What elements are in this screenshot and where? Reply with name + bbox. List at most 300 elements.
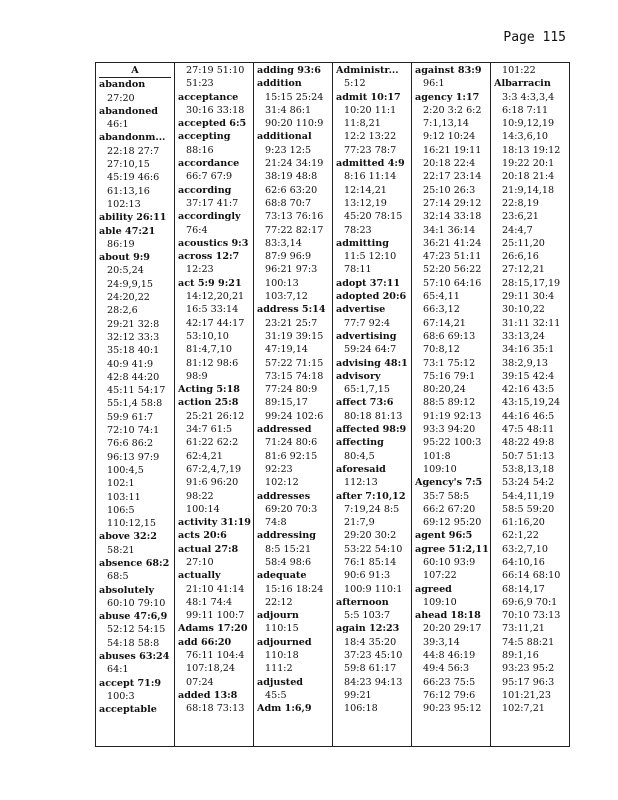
index-reference: 110:18 (265, 650, 299, 662)
index-headword: admitted 4:9 (336, 158, 405, 170)
index-reference: 106:18 (344, 703, 378, 715)
index-headword: advertising (336, 330, 397, 342)
index-reference: 80:18 81:13 (344, 410, 403, 422)
index-reference: 5:12 (344, 78, 366, 90)
index-reference: 7:1,13,14 (423, 118, 469, 130)
index-reference: 07:24 (186, 676, 214, 688)
index-reference: 38:2,9,13 (502, 357, 548, 369)
index-reference: 68:14,17 (502, 583, 545, 595)
index-reference: 13:12,19 (344, 197, 387, 209)
index-column (332, 63, 411, 746)
index-reference: 95:22 100:3 (423, 437, 482, 449)
index-reference: 93:3 94:20 (423, 424, 476, 436)
index-reference: 99:11 100:7 (186, 610, 245, 622)
index-reference: 98:22 (186, 490, 214, 502)
index-reference: 88:5 89:12 (423, 397, 476, 409)
index-headword: addressing (257, 530, 316, 542)
index-reference: 9:12 10:24 (423, 131, 476, 143)
index-reference: 73:11,21 (502, 623, 545, 635)
index-reference: 100:9 110:1 (344, 583, 403, 595)
index-reference: 78:11 (344, 264, 372, 276)
index-reference: 76:11 104:4 (186, 650, 245, 662)
index-reference: 54:4,11,19 (502, 490, 555, 502)
index-reference: 35:7 58:5 (423, 490, 470, 502)
index-reference: 107:18,24 (186, 663, 236, 675)
index-reference: 52:12 54:15 (107, 624, 166, 636)
index-reference: 61:13,16 (107, 185, 150, 197)
index-headword: adopt 37:11 (336, 277, 401, 289)
index-reference: 11:5 12:10 (344, 251, 397, 263)
index-reference: 71:24 80:6 (265, 437, 318, 449)
index-headword: actual 27:8 (178, 543, 239, 555)
index-headword: above 32:2 (99, 531, 157, 543)
index-headword: abandonm... (99, 132, 166, 144)
index-headword: act 5:9 9:21 (178, 277, 242, 289)
index-headword: additional (257, 131, 312, 143)
index-reference: 111:2 (265, 663, 293, 675)
index-headword: absence 68:2 (99, 557, 170, 569)
index-headword: adding 93:6 (257, 65, 321, 76)
index-reference: 45:19 46:6 (107, 172, 160, 184)
index-headword: acceptance (178, 91, 239, 103)
index-reference: 27:19 51:10 (186, 65, 245, 76)
index-reference: 77:22 82:17 (265, 224, 324, 236)
index-reference: 91:6 96:20 (186, 477, 239, 489)
index-reference: 100:14 (186, 503, 220, 515)
index-headword: addresses (257, 490, 311, 502)
index-column (411, 63, 490, 746)
index-reference: 42:8 44:20 (107, 371, 160, 383)
index-reference: 3:3 4:3,3,4 (502, 91, 555, 103)
index-reference: 59:8 61:17 (344, 663, 397, 675)
index-reference: 110:15 (265, 623, 299, 635)
index-reference: 109:10 (423, 463, 457, 475)
index-headword: actually (178, 570, 221, 582)
index-reference: 89:1,16 (502, 650, 539, 662)
index-headword: accept 71:9 (99, 677, 162, 689)
index-reference: 59:24 64:7 (344, 344, 397, 356)
index-reference: 49:4 56:3 (423, 663, 470, 675)
index-reference: 20:20 29:17 (423, 623, 482, 635)
index-reference: 24:20,22 (107, 292, 150, 304)
index-reference: 45:5 (265, 689, 287, 701)
index-reference: 58:5 59:20 (502, 503, 555, 515)
index-reference: 76:4 (186, 224, 208, 236)
index-reference: 35:18 40:1 (107, 345, 160, 357)
index-reference: 72:10 74:1 (107, 425, 160, 437)
index-headword: adequate (257, 570, 307, 582)
index-reference: 96:1 (423, 78, 445, 90)
index-reference: 21:9,14,18 (502, 184, 555, 196)
index-reference: 51:23 (186, 78, 214, 90)
index-headword: agency 1:17 (415, 91, 480, 103)
index-headword: acceptable (99, 704, 157, 716)
index-reference: 25:11,20 (502, 237, 545, 249)
index-reference: 31:11 32:11 (502, 317, 561, 329)
index-reference: 5:5 103:7 (344, 610, 391, 622)
index-reference: 25:10 26:3 (423, 184, 476, 196)
index-reference: 99:24 102:6 (265, 410, 324, 422)
index-headword: accordingly (178, 211, 241, 223)
index-reference: 33:13,24 (502, 330, 545, 342)
index-reference: 8:16 11:14 (344, 171, 397, 183)
index-reference: 18:13 19:12 (502, 144, 561, 156)
index-reference: 28:15,17,19 (502, 277, 561, 289)
index-reference: 28:2,6 (107, 305, 138, 317)
index-headword: abandon (99, 79, 146, 91)
index-column (96, 63, 174, 746)
index-headword: across 12:7 (178, 251, 240, 263)
index-headword: acts 20:6 (178, 530, 227, 542)
index-reference: 96:13 97:9 (107, 451, 160, 463)
index-reference: 101:22 (502, 65, 536, 76)
index-headword: aforesaid (336, 463, 386, 475)
index-reference: 15:16 18:24 (265, 583, 324, 595)
index-reference: 88:16 (186, 144, 214, 156)
index-reference: 77:24 80:9 (265, 384, 318, 396)
index-reference: 64:10,16 (502, 556, 545, 568)
index-reference: 37:23 45:10 (344, 650, 403, 662)
index-reference: 8:5 15:21 (265, 543, 312, 555)
index-reference: 24:9,9,15 (107, 278, 153, 290)
index-reference: 37:17 41:7 (186, 197, 239, 209)
section-letter: A (99, 64, 171, 78)
index-headword: Adm 1:6,9 (257, 703, 312, 715)
index-headword: Adams 17:20 (178, 623, 248, 635)
index-headword: acoustics 9:3 (178, 237, 249, 249)
index-reference: 91:19 92:13 (423, 410, 482, 422)
index-headword: able 47:21 (99, 225, 156, 237)
index-headword: about 9:9 (99, 252, 150, 264)
index-reference: 15:15 25:24 (265, 91, 324, 103)
index-reference: 27:12,21 (502, 264, 545, 276)
index-reference: 101:21,23 (502, 689, 552, 701)
index-reference: 77:7 92:4 (344, 317, 391, 329)
index-reference: 77:23 78:7 (344, 144, 397, 156)
index-reference: 101:8 (423, 450, 451, 462)
index-reference: 48:1 74:4 (186, 596, 233, 608)
index-reference: 73:15 74:18 (265, 370, 324, 382)
index-reference: 45:20 78:15 (344, 211, 403, 223)
index-headword: affected 98:9 (336, 424, 407, 436)
index-reference: 95:17 96:3 (502, 676, 555, 688)
index-reference: 80:20,24 (423, 384, 466, 396)
index-reference: 7:19,24 8:5 (344, 503, 400, 515)
index-reference: 19:22 20:1 (502, 158, 555, 170)
index-reference: 14:12,20,21 (186, 291, 245, 303)
index-headword: ability 26:11 (99, 212, 167, 224)
index-reference: 20:18 22:4 (423, 158, 476, 170)
index-reference: 76:6 86:2 (107, 438, 154, 450)
index-reference: 76:12 79:6 (423, 689, 476, 701)
index-reference: 67:14,21 (423, 317, 466, 329)
index-reference: 55:1,4 58:8 (107, 398, 163, 410)
index-reference: 14:3,6,10 (502, 131, 548, 143)
index-reference: 6:18 7:11 (502, 104, 549, 116)
index-headword: admit 10:17 (336, 91, 401, 103)
index-headword: affect 73:6 (336, 397, 394, 409)
index-reference: 54:18 58:8 (107, 637, 160, 649)
index-reference: 63:2,7,10 (502, 543, 548, 555)
index-headword: accepted 6:5 (178, 118, 247, 130)
index-reference: 76:1 85:14 (344, 556, 397, 568)
index-headword: advisory (336, 370, 381, 382)
index-reference: 66:23 75:5 (423, 676, 476, 688)
index-reference: 34:16 35:1 (502, 344, 555, 356)
index-reference: 40:9 41:9 (107, 358, 154, 370)
index-reference: 32:14 33:18 (423, 211, 482, 223)
index-reference: 68:5 (107, 571, 129, 583)
index-reference: 18:4 35:20 (344, 636, 397, 648)
index-reference: 53:10,10 (186, 330, 229, 342)
index-reference: 57:10 64:16 (423, 277, 482, 289)
index-reference: 84:23 94:13 (344, 676, 403, 688)
index-reference: 58:4 98:6 (265, 556, 312, 568)
index-reference: 31:4 86:1 (265, 104, 312, 116)
index-reference: 70:8,12 (423, 344, 460, 356)
index-reference: 32:12 33:3 (107, 331, 160, 343)
index-headword: added 13:8 (178, 689, 238, 701)
index-reference: 62:6 63:20 (265, 184, 318, 196)
index-headword: absolutely (99, 584, 155, 596)
index-reference: 74:8 (265, 517, 287, 529)
index-reference: 66:3,12 (423, 304, 460, 316)
index-headword: action 25:8 (178, 397, 239, 409)
index-reference: 42:17 44:17 (186, 317, 245, 329)
index-reference: 61:22 62:2 (186, 437, 239, 449)
index-headword: accordance (178, 158, 240, 170)
index-reference: 57:22 71:15 (265, 357, 324, 369)
index-reference: 22:18 27:7 (107, 145, 160, 157)
index-reference: 103:7,12 (265, 291, 308, 303)
index-reference: 25:21 26:12 (186, 410, 245, 422)
index-reference: 20:18 21:4 (502, 171, 555, 183)
index-reference: 58:21 (107, 544, 135, 556)
index-reference: 65:1,7,15 (344, 384, 390, 396)
index-reference: 92:23 (265, 463, 293, 475)
index-reference: 21:10 41:14 (186, 583, 245, 595)
index-reference: 31:19 39:15 (265, 330, 324, 342)
index-headword: agree 51:2,11 (415, 543, 489, 555)
index-reference: 89:15,17 (265, 397, 308, 409)
index-reference: 34:1 36:14 (423, 224, 476, 236)
index-reference: 99:21 (344, 689, 372, 701)
index-reference: 73:13 76:16 (265, 211, 324, 223)
index-reference: 30:10,22 (502, 304, 545, 316)
index-reference: 81:6 92:15 (265, 450, 318, 462)
index-headword: activity 31:19 (178, 517, 251, 529)
index-reference: 27:10,15 (107, 159, 150, 171)
index-reference: 52:20 56:22 (423, 264, 482, 276)
index-reference: 90:6 91:3 (344, 570, 391, 582)
index-reference: 98:9 (186, 370, 208, 382)
index-headword: adjourn (257, 610, 299, 622)
index-reference: 22:17 23:14 (423, 171, 482, 183)
index-reference: 29:11 30:4 (502, 291, 555, 303)
index-reference: 80:4,5 (344, 450, 375, 462)
index-reference: 61:16,20 (502, 517, 545, 529)
index-headword: Acting 5:18 (178, 384, 240, 396)
index-reference: 110:12,15 (107, 518, 157, 530)
index-reference: 109:10 (423, 596, 457, 608)
index-reference: 22:12 (265, 596, 293, 608)
index-reference: 90:20 110:9 (265, 118, 324, 130)
index-reference: 93:23 95:2 (502, 663, 555, 675)
index-reference: 47:5 48:11 (502, 424, 555, 436)
index-reference: 60:10 79:10 (107, 597, 166, 609)
index-headword: add 66:20 (178, 636, 232, 648)
index-reference: 69:20 70:3 (265, 503, 318, 515)
index-reference: 67:2,4,7,19 (186, 463, 242, 475)
index-column (490, 63, 569, 746)
index-reference: 48:22 49:8 (502, 437, 555, 449)
index-reference: 112:13 (344, 477, 378, 489)
index-reference: 2:20 3:2 6:2 (423, 104, 482, 116)
index-reference: 22:8,19 (502, 197, 539, 209)
index-headword: accepting (178, 131, 231, 143)
index-headword: ahead 18:18 (415, 610, 481, 622)
index-reference: 59:9 61:7 (107, 411, 154, 423)
index-reference: 46:1 (107, 119, 129, 131)
index-reference: 102:12 (265, 477, 299, 489)
index-reference: 27:14 29:12 (423, 197, 482, 209)
index-reference: 38:19 48:8 (265, 171, 318, 183)
index-reference: 100:13 (265, 277, 299, 289)
index-reference: 96:21 97:3 (265, 264, 318, 276)
index-reference: 53:24 54:2 (502, 477, 555, 489)
index-reference: 34:7 61:5 (186, 424, 233, 436)
index-reference: 16:5 33:14 (186, 304, 239, 316)
index-headword: affecting (336, 437, 384, 449)
index-reference: 21:7,9 (344, 517, 375, 529)
index-reference: 12:14,21 (344, 184, 387, 196)
index-reference: 20:5,24 (107, 265, 144, 277)
index-reference: 11:8,21 (344, 118, 381, 130)
index-reference: 68:18 73:13 (186, 703, 245, 715)
index-reference: 100:3 (107, 690, 135, 702)
index-reference: 102:1 (107, 478, 135, 490)
index-headword: advising 48:1 (336, 357, 408, 369)
index-reference: 68:6 69:13 (423, 330, 476, 342)
index-reference: 65:4,11 (423, 291, 460, 303)
index-reference: 21:24 34:19 (265, 158, 324, 170)
index-reference: 42:16 43:5 (502, 384, 555, 396)
index-headword: after 7:10,12 (336, 490, 406, 502)
index-reference: 69:6,9 70:1 (502, 596, 558, 608)
index-headword: abandoned (99, 105, 159, 117)
index-headword: adopted 20:6 (336, 291, 407, 303)
index-reference: 27:10 (186, 556, 214, 568)
index-headword: Administr... (336, 65, 399, 76)
page-number: Page 115 (503, 30, 566, 45)
index-reference: 68:8 70:7 (265, 197, 312, 209)
index-headword: addressed (257, 424, 312, 436)
index-reference: 75:16 79:1 (423, 370, 476, 382)
index-headword: agreed (415, 583, 452, 595)
index-reference: 62:1,22 (502, 530, 539, 542)
word-index-table (95, 62, 570, 747)
index-reference: 70:10 73:13 (502, 610, 561, 622)
index-reference: 10:20 11:1 (344, 104, 397, 116)
index-headword: abuses 63:24 (99, 651, 170, 663)
index-headword: again 12:23 (336, 623, 400, 635)
index-reference: 9:23 12:5 (265, 144, 312, 156)
index-reference: 60:10 93:9 (423, 556, 476, 568)
index-reference: 39:15 42:4 (502, 370, 555, 382)
index-headword: against 83:9 (415, 65, 482, 76)
index-reference: 24:4,7 (502, 224, 533, 236)
index-reference: 30:16 33:18 (186, 104, 245, 116)
index-column (253, 63, 332, 746)
index-reference: 43:15,19,24 (502, 397, 561, 409)
index-reference: 103:11 (107, 491, 141, 503)
index-reference: 44:8 46:19 (423, 650, 476, 662)
index-reference: 73:1 75:12 (423, 357, 476, 369)
index-headword: according (178, 184, 232, 196)
index-reference: 27:20 (107, 92, 135, 104)
index-reference: 83:3,14 (265, 237, 302, 249)
index-headword: agent 96:5 (415, 530, 473, 542)
index-reference: 78:23 (344, 224, 372, 236)
index-reference: 26:6,16 (502, 251, 539, 263)
index-headword: advertise (336, 304, 386, 316)
index-headword: addition (257, 78, 302, 90)
index-reference: 69:12 95:20 (423, 517, 482, 529)
index-reference: 39:3,14 (423, 636, 460, 648)
index-reference: 64:1 (107, 664, 129, 676)
index-reference: 23:6,21 (502, 211, 539, 223)
index-reference: 81:4,7,10 (186, 344, 232, 356)
index-reference: 12:2 13:22 (344, 131, 397, 143)
index-reference: 66:2 67:20 (423, 503, 476, 515)
index-column (174, 63, 253, 746)
index-reference: 29:20 30:2 (344, 530, 397, 542)
index-reference: 87:9 96:9 (265, 251, 312, 263)
index-reference: 29:21 32:8 (107, 318, 160, 330)
index-reference: 66:14 68:10 (502, 570, 561, 582)
index-reference: 36:21 41:24 (423, 237, 482, 249)
index-reference: 62:4,21 (186, 450, 223, 462)
index-reference: 106:5 (107, 504, 135, 516)
index-reference: 90:23 95:12 (423, 703, 482, 715)
index-reference: 12:23 (186, 264, 214, 276)
index-reference: 50:7 51:13 (502, 450, 555, 462)
index-reference: 74:5 88:21 (502, 636, 555, 648)
index-headword: abuse 47:6,9 (99, 611, 168, 623)
index-reference: 47:23 51:11 (423, 251, 482, 263)
index-reference: 47:19,14 (265, 344, 308, 356)
index-reference: 23:21 25:7 (265, 317, 318, 329)
index-headword: address 5:14 (257, 304, 326, 316)
index-headword: Agency's 7:5 (415, 477, 483, 489)
index-headword: admitting (336, 237, 389, 249)
index-reference: 45:11 54:17 (107, 385, 166, 397)
index-headword: Albarracin (494, 78, 551, 90)
index-reference: 53:22 54:10 (344, 543, 403, 555)
index-headword: adjusted (257, 676, 304, 688)
index-reference: 10:9,12,19 (502, 118, 555, 130)
index-reference: 107:22 (423, 570, 457, 582)
index-reference: 102:13 (107, 198, 141, 210)
index-reference: 86:19 (107, 238, 135, 250)
index-headword: adjourned (257, 636, 312, 648)
index-reference: 16:21 19:11 (423, 144, 482, 156)
index-reference: 102:7,21 (502, 703, 545, 715)
index-headword: afternoon (336, 596, 389, 608)
index-reference: 66:7 67:9 (186, 171, 233, 183)
index-reference: 53:8,13,18 (502, 463, 555, 475)
index-reference: 100:4,5 (107, 464, 144, 476)
